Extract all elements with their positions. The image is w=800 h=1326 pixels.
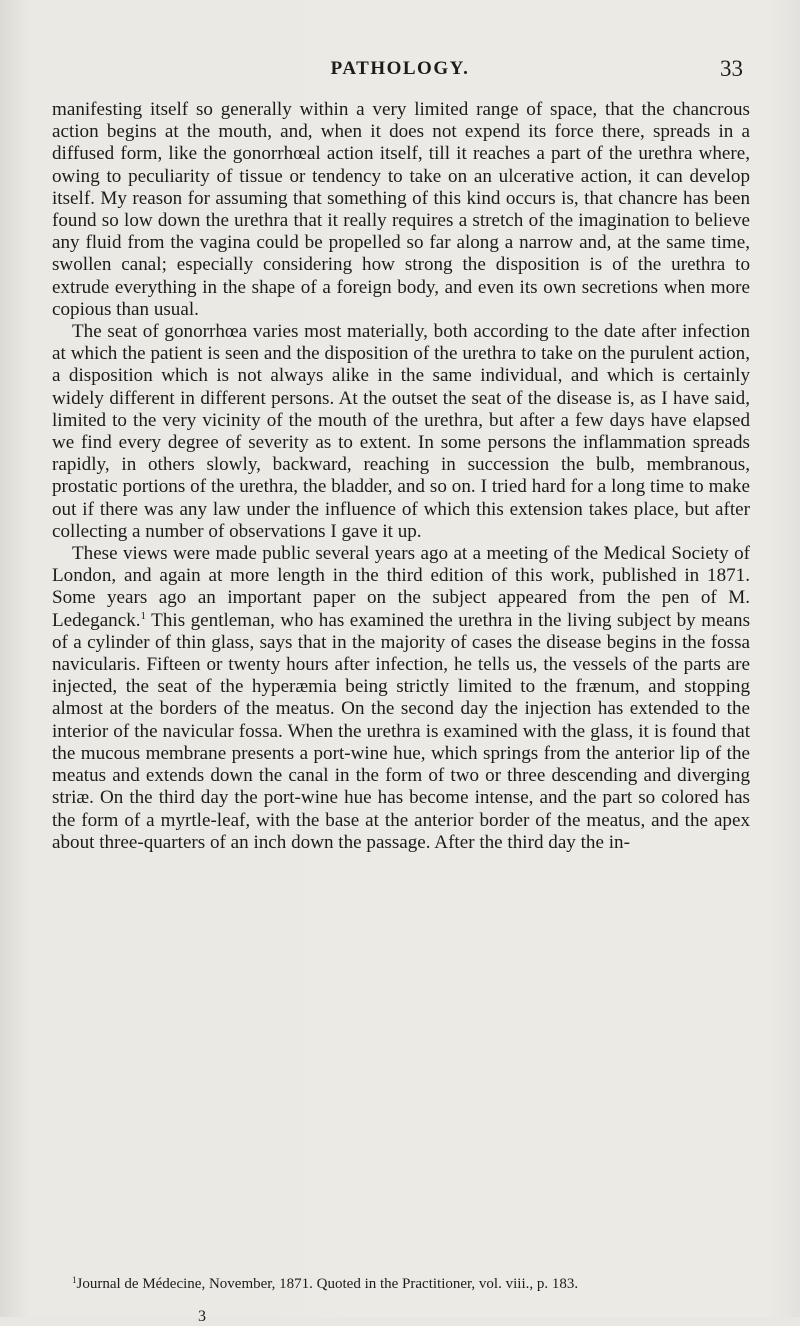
paragraph: The seat of gonorrhœa varies most materially, both according to the date after infection at which the patient is seen and the disposition of the urethra to take on the purulent action, a disposition which is not always alike in the same individual, and which is certainly widely different in different persons. At the outset the seat of the disease is, as I have said, limited to the very vicinity of the mouth of the urethra, but after a few days have elapsed we find every degree of severity as to extent. In some persons the inflammation spreads rapidly, in others slowly, backward, reaching in succession the bulb, membranous, prostatic portions of the urethra, the bladder, and so on. I tried hard for a long time to make out if there was any law under the influence of which this extension takes place, but after collecting a number of observations I gave it up. (52, 321, 750, 542)
paragraph-text: This gentleman, who has examined the urethra in the living subject by means of a cylinder of thin glass, says that in the majority of cases the disease begins in the fossa navicularis. Fifteen or twenty hours after infection, he tells us, the vessels of the parts are injected, the seat of the hyperæmia being strictly limited to the frænum, and stopping almost at the borders of the meatus. On the second day the injection has extended to the interior of the navicular fossa. When the urethra is examined with the glass, it is found that the mucous membrane presents a port-wine hue, which springs from the anterior lip of the meatus and extends down the canal in the form of two or three descending and diverging striæ. On the third day the port-wine hue has become intense, and the part so colored has the form of a myrtle-leaf, with the base at the anterior border of the meatus, and the apex about three-quarters of an inch down the passage. After the third day the in- (52, 609, 750, 853)
paragraph: manifesting itself so generally within a very limited range of space, that the chancrous action begins at the mouth, and, when it does not expend its force there, spreads in a diffused form, like the gonorrhœal action itself, till it reaches a part of the urethra where, owing to peculiarity of tissue or tendency to take on an ulcerative action, it can develop itself. My reason for assuming that something of this kind occurs is, that chancre has been found so low down the urethra that it really requires a stretch of the imagination to believe any fluid from the vagina could be propelled so far along a narrow and, at the same time, swollen canal; especially considering how strong the disposition is of the urethra to extrude everything in the shape of a foreign body, and even its own secretions when more copious than usual. (52, 99, 750, 320)
footnote (52, 1275, 750, 1293)
page-number: 33 (720, 56, 743, 81)
signature-mark: 3 (198, 1308, 206, 1325)
paragraph (52, 543, 750, 854)
footnote-reference: 1 (140, 609, 147, 622)
footnote-text: Journal de Médecine, November, 1871. Quoted in the Practitioner, vol. viii., p. 183. (76, 1276, 579, 1292)
footnote-mark: 1 (72, 1275, 77, 1285)
paragraph-text: These views were made public several years ago at a meeting of the Medical Society of London, and again at more length in the third edition of this work, published in 1871. Some years ago an important paper on the subject appeared from the pen of M. Ledeganck. (52, 543, 750, 631)
body-text (52, 99, 750, 854)
running-head (0, 58, 800, 88)
running-title: PATHOLOGY. (330, 58, 470, 79)
